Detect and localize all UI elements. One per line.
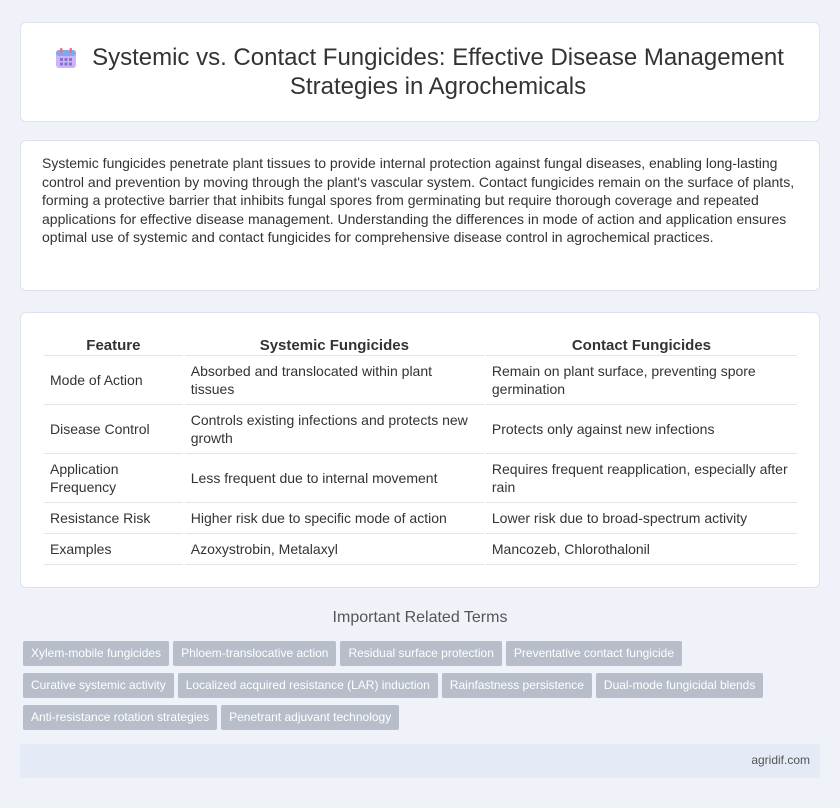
footer-site-link[interactable]: agridif.com: [751, 753, 810, 767]
term-tag[interactable]: Rainfastness persistence: [442, 673, 592, 698]
table-cell: Less frequent due to internal movement: [185, 454, 484, 503]
intro-card: [20, 140, 820, 291]
header-card: [20, 22, 820, 122]
table-row: [44, 534, 797, 565]
table-cell: Absorbed and translocated within plant tissues: [185, 356, 484, 405]
comparison-table-card: [20, 312, 820, 588]
table-row: [44, 356, 797, 405]
page-title: Systemic vs. Contact Fungicides: Effective Disease Management Strategies in Agrochemicals: [92, 44, 784, 100]
term-tag[interactable]: Localized acquired resistance (LAR) induction: [178, 673, 438, 698]
table-cell: Remain on plant surface, preventing spore germination: [486, 356, 797, 405]
table-cell: Controls existing infections and protects new growth: [185, 405, 484, 454]
table-cell: Higher risk due to specific mode of action: [185, 503, 484, 534]
related-terms-tags: [23, 641, 813, 737]
table-row: [44, 503, 797, 534]
table-cell: Resistance Risk: [44, 503, 183, 534]
header-feature: Feature: [44, 333, 183, 356]
intro-paragraph: Systemic fungicides penetrate plant tissues to provide internal protection against fungal diseases, enabling long-lasting control and prevention by moving through the plant's vascular system. Contact fungicides remain on the surface of plants, forming a protective barrier that inhibits fungal spores from germinating but require thorough coverage and repeated applications for effective disease management. Understanding the differences in mode of action and application ensures optimal use of systemic and contact fungicides for comprehensive disease control in agrochemical practices.: [42, 155, 795, 246]
table-cell: Mancozeb, Chlorothalonil: [486, 534, 797, 565]
table-cell: Mode of Action: [44, 356, 183, 405]
table-cell: Lower risk due to broad-spectrum activity: [486, 503, 797, 534]
term-tag[interactable]: Penetrant adjuvant technology: [221, 705, 399, 730]
table-cell: Examples: [44, 534, 183, 565]
term-tag[interactable]: Curative systemic activity: [23, 673, 174, 698]
comparison-table: [42, 333, 799, 565]
term-tag[interactable]: Anti-resistance rotation strategies: [23, 705, 217, 730]
table-cell: Disease Control: [44, 405, 183, 454]
table-row: [44, 454, 797, 503]
term-tag[interactable]: Xylem-mobile fungicides: [23, 641, 169, 666]
term-tag[interactable]: Residual surface protection: [340, 641, 501, 666]
header-contact: Contact Fungicides: [486, 333, 797, 356]
table-cell: Azoxystrobin, Metalaxyl: [185, 534, 484, 565]
table-header-row: [44, 333, 797, 356]
term-tag[interactable]: Phloem-translocative action: [173, 641, 336, 666]
table-cell: Requires frequent reapplication, especially after rain: [486, 454, 797, 503]
table-cell: Protects only against new infections: [486, 405, 797, 454]
term-tag[interactable]: Dual-mode fungicidal blends: [596, 673, 763, 698]
term-tag[interactable]: Preventative contact fungicide: [506, 641, 682, 666]
table-row: [44, 405, 797, 454]
table-cell: Application Frequency: [44, 454, 183, 503]
footer: [20, 744, 820, 778]
header-systemic: Systemic Fungicides: [185, 333, 484, 356]
related-terms-heading: Important Related Terms: [332, 609, 508, 626]
